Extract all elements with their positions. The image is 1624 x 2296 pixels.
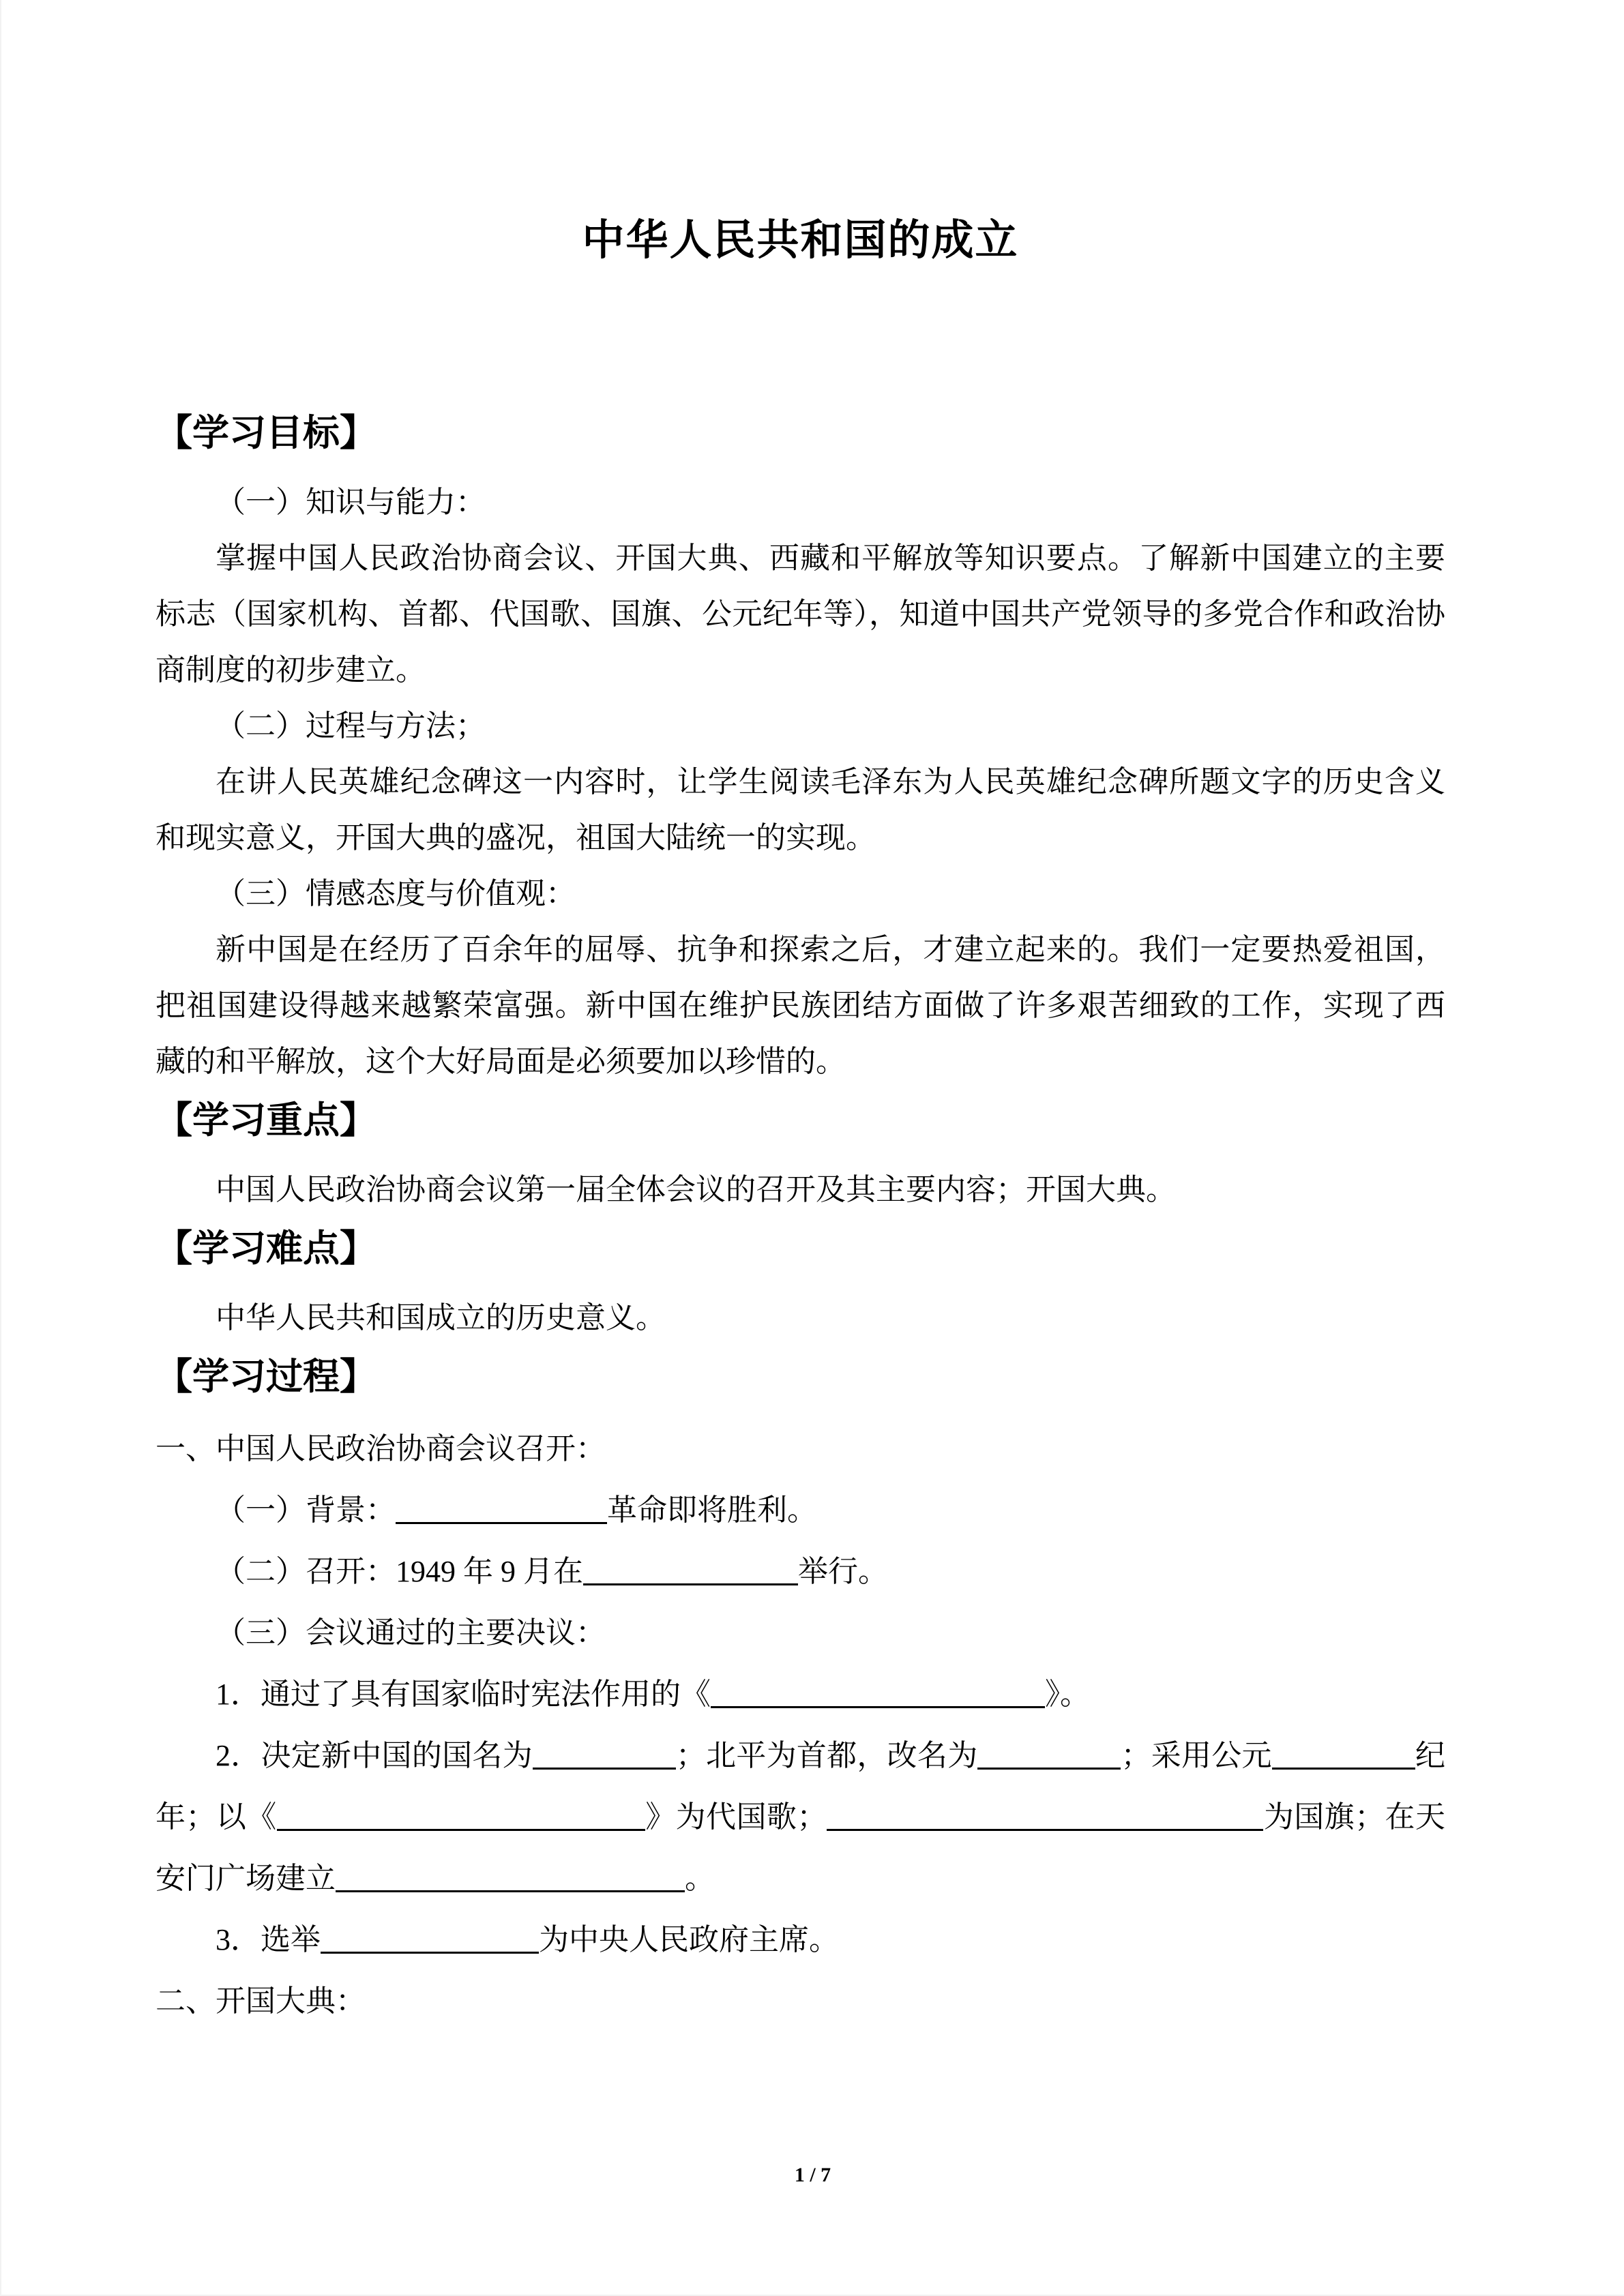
text-segment: 2．决定新中国的国名为 bbox=[216, 1739, 533, 1772]
section-heading-goals: 【学习目标】 bbox=[156, 413, 377, 453]
text-segment: ；北平为首都，改名为 bbox=[675, 1739, 978, 1772]
text-segment: 纪年；以《 bbox=[156, 1739, 1446, 1834]
fill-in-blank bbox=[321, 1952, 539, 1954]
document-title: 中华人民共和国的成立 bbox=[582, 218, 1019, 264]
fill-in-blank bbox=[533, 1768, 676, 1770]
goals-item3-text: 新中国是在经历了百余年的屈辱、抗争和探索之后，才建立起来的。我们一定要热爱祖国，把祖国建设得越来越繁荣富强。新中国在维护民族团结方面做了许多艰苦细致的工作，实现了西藏的和平解放，这个大好局面是必须要加以珍惜的。 bbox=[156, 933, 1445, 1078]
text-segment: 。 bbox=[685, 1862, 715, 1895]
goals-item3-label: （三）情感态度与价值观： bbox=[216, 877, 576, 910]
page-number: 1 / 7 bbox=[794, 2164, 831, 2186]
goals-item1-text: 掌握中国人民政治协商会议、开国大典、西藏和平解放等知识要点。了解新中国建立的主要标志（国家机构、首都、代国歌、国旗、公元纪年等），知道中国共产党领导的多党合作和政治协商制度的初步建立。 bbox=[156, 541, 1445, 687]
process-part1-title: 一、中国人民政治协商会议召开： bbox=[156, 1432, 606, 1465]
fill-in-blank bbox=[277, 1829, 645, 1831]
text-segment: 》。 bbox=[1045, 1678, 1090, 1711]
fill-in-blank bbox=[711, 1706, 1045, 1708]
fill-in-blank bbox=[336, 1890, 685, 1892]
text-segment: （一）背景： bbox=[216, 1493, 396, 1527]
process-resolution-item3 bbox=[156, 1909, 1445, 1971]
text-segment: 1．通过了具有国家临时宪法作用的《 bbox=[216, 1678, 711, 1711]
process-resolutions-title: （三）会议通过的主要决议： bbox=[216, 1616, 606, 1650]
process-resolution-item2 bbox=[156, 1725, 1445, 1909]
difficulties-text: 中华人民共和国成立的历史意义。 bbox=[216, 1301, 666, 1335]
goals-item2-text: 在讲人民英雄纪念碑这一内容时，让学生阅读毛泽东为人民英雄纪念碑所题文字的历史含义和现实意义，开国大典的盛况，祖国大陆统一的实现。 bbox=[156, 765, 1445, 854]
text-segment: ；采用公元 bbox=[1121, 1739, 1272, 1772]
fill-in-blank bbox=[396, 1522, 607, 1524]
fill-in-blank bbox=[827, 1829, 1263, 1831]
text-segment: （二）召开：1949 年 9 月在 bbox=[216, 1555, 583, 1588]
text-segment: 为中央人民政府主席。 bbox=[539, 1923, 839, 1956]
goals-item2-label: （二）过程与方法； bbox=[216, 709, 486, 743]
text-segment: 为国旗；在天安门广场建立 bbox=[156, 1800, 1445, 1895]
fill-in-blank bbox=[1272, 1768, 1415, 1770]
section-heading-process: 【学习过程】 bbox=[156, 1356, 377, 1397]
process-part2-title: 二、开国大典： bbox=[156, 1984, 366, 2018]
text-segment: 3．选举 bbox=[216, 1923, 321, 1956]
process-resolution-item1 bbox=[156, 1664, 1445, 1725]
text-segment: 革命即将胜利。 bbox=[607, 1493, 817, 1527]
process-convene-line bbox=[156, 1541, 1445, 1602]
section-heading-key-points: 【学习重点】 bbox=[156, 1100, 377, 1141]
text-segment: 举行。 bbox=[798, 1555, 888, 1588]
fill-in-blank bbox=[583, 1583, 798, 1585]
section-heading-difficulties: 【学习难点】 bbox=[156, 1228, 377, 1269]
fill-in-blank bbox=[977, 1768, 1121, 1770]
goals-item1-label: （一）知识与能力： bbox=[216, 486, 486, 519]
text-segment: 》为代国歌； bbox=[645, 1800, 827, 1834]
key-points-text: 中国人民政治协商会议第一届全体会议的召开及其主要内容；开国大典。 bbox=[216, 1173, 1176, 1206]
process-background-line bbox=[156, 1480, 1445, 1541]
